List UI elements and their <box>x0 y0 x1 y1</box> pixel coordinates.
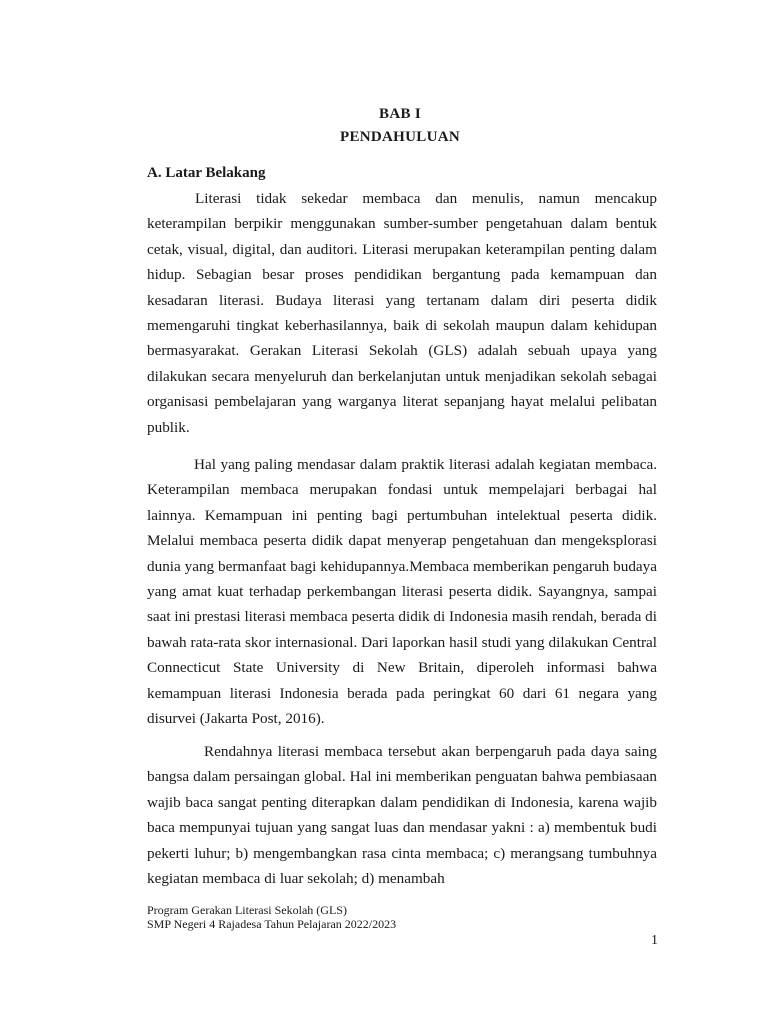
section-heading: A. Latar Belakang <box>147 165 266 181</box>
footer-school-line: SMP Negeri 4 Rajadesa Tahun Pelajaran 2022/2023 <box>147 917 397 931</box>
paragraph-1: Literasi tidak sekedar membaca dan menulis, namun mencakup keterampilan berpikir menggunakan sumber-sumber pengetahuan dalam bentuk cetak, visual, digital, dan auditori. Literasi merupakan keterampilan penting dalam hidup. Sebagian besar proses pendidikan bergantung pada kemampuan dan kesadaran literasi. Budaya literasi yang tertanam dalam diri peserta didik memengaruhi tingkat keberhasilannya, baik di sekolah maupun dalam kehidupan bermasyarakat. Gerakan Literasi Sekolah (GLS) adalah sebuah upaya yang dilakukan secara menyeluruh dan berkelanjutan untuk menjadikan sekolah sebagai organisasi pembelajaran yang warganya literat sepanjang hayat melalui pelibatan publik. <box>147 190 657 436</box>
chapter-title: PENDAHULUAN <box>340 129 460 145</box>
chapter-number: BAB I <box>379 106 421 122</box>
page-number: 1 <box>651 933 658 948</box>
paragraph-3: Rendahnya literasi membaca tersebut akan berpengaruh pada daya saing bangsa dalam persaingan global. Hal ini memberikan penguatan bahwa pembiasaan wajib baca sangat penting diterapkan dalam pendidikan di Indonesia, karena wajib baca mempunyai tujuan yang sangat luas dan mendasar yakni : a) membentuk budi pekerti luhur; b) mengembangkan rasa cinta membaca; c) merangsang tumbuhnya kegiatan membaca di luar sekolah; d) menambah <box>147 743 657 888</box>
paragraph-2: Hal yang paling mendasar dalam praktik literasi adalah kegiatan membaca. Keterampilan membaca merupakan fondasi untuk mempelajari berbagai hal lainnya. Kemampuan ini penting bagi pertumbuhan intelektual peserta didik. Melalui membaca peserta didik dapat menyerap pengetahuan dan mengeksplorasi dunia yang bermanfaat bagi kehidupannya.Membaca memberikan pengaruh budaya yang amat kuat terhadap perkembangan literasi peserta didik. Sayangnya, sampai saat ini prestasi literasi membaca peserta didik di Indonesia masih rendah, berada di bawah rata-rata skor internasional. Dari laporkan hasil studi yang dilakukan Central Connecticut State University di New Britain, diperoleh informasi bahwa kemampuan literasi Indonesia berada pada peringkat 60 dari 61 negara yang disurvei (Jakarta Post, 2016). <box>147 456 657 728</box>
footer-program-line: Program Gerakan Literasi Sekolah (GLS) <box>147 903 347 917</box>
